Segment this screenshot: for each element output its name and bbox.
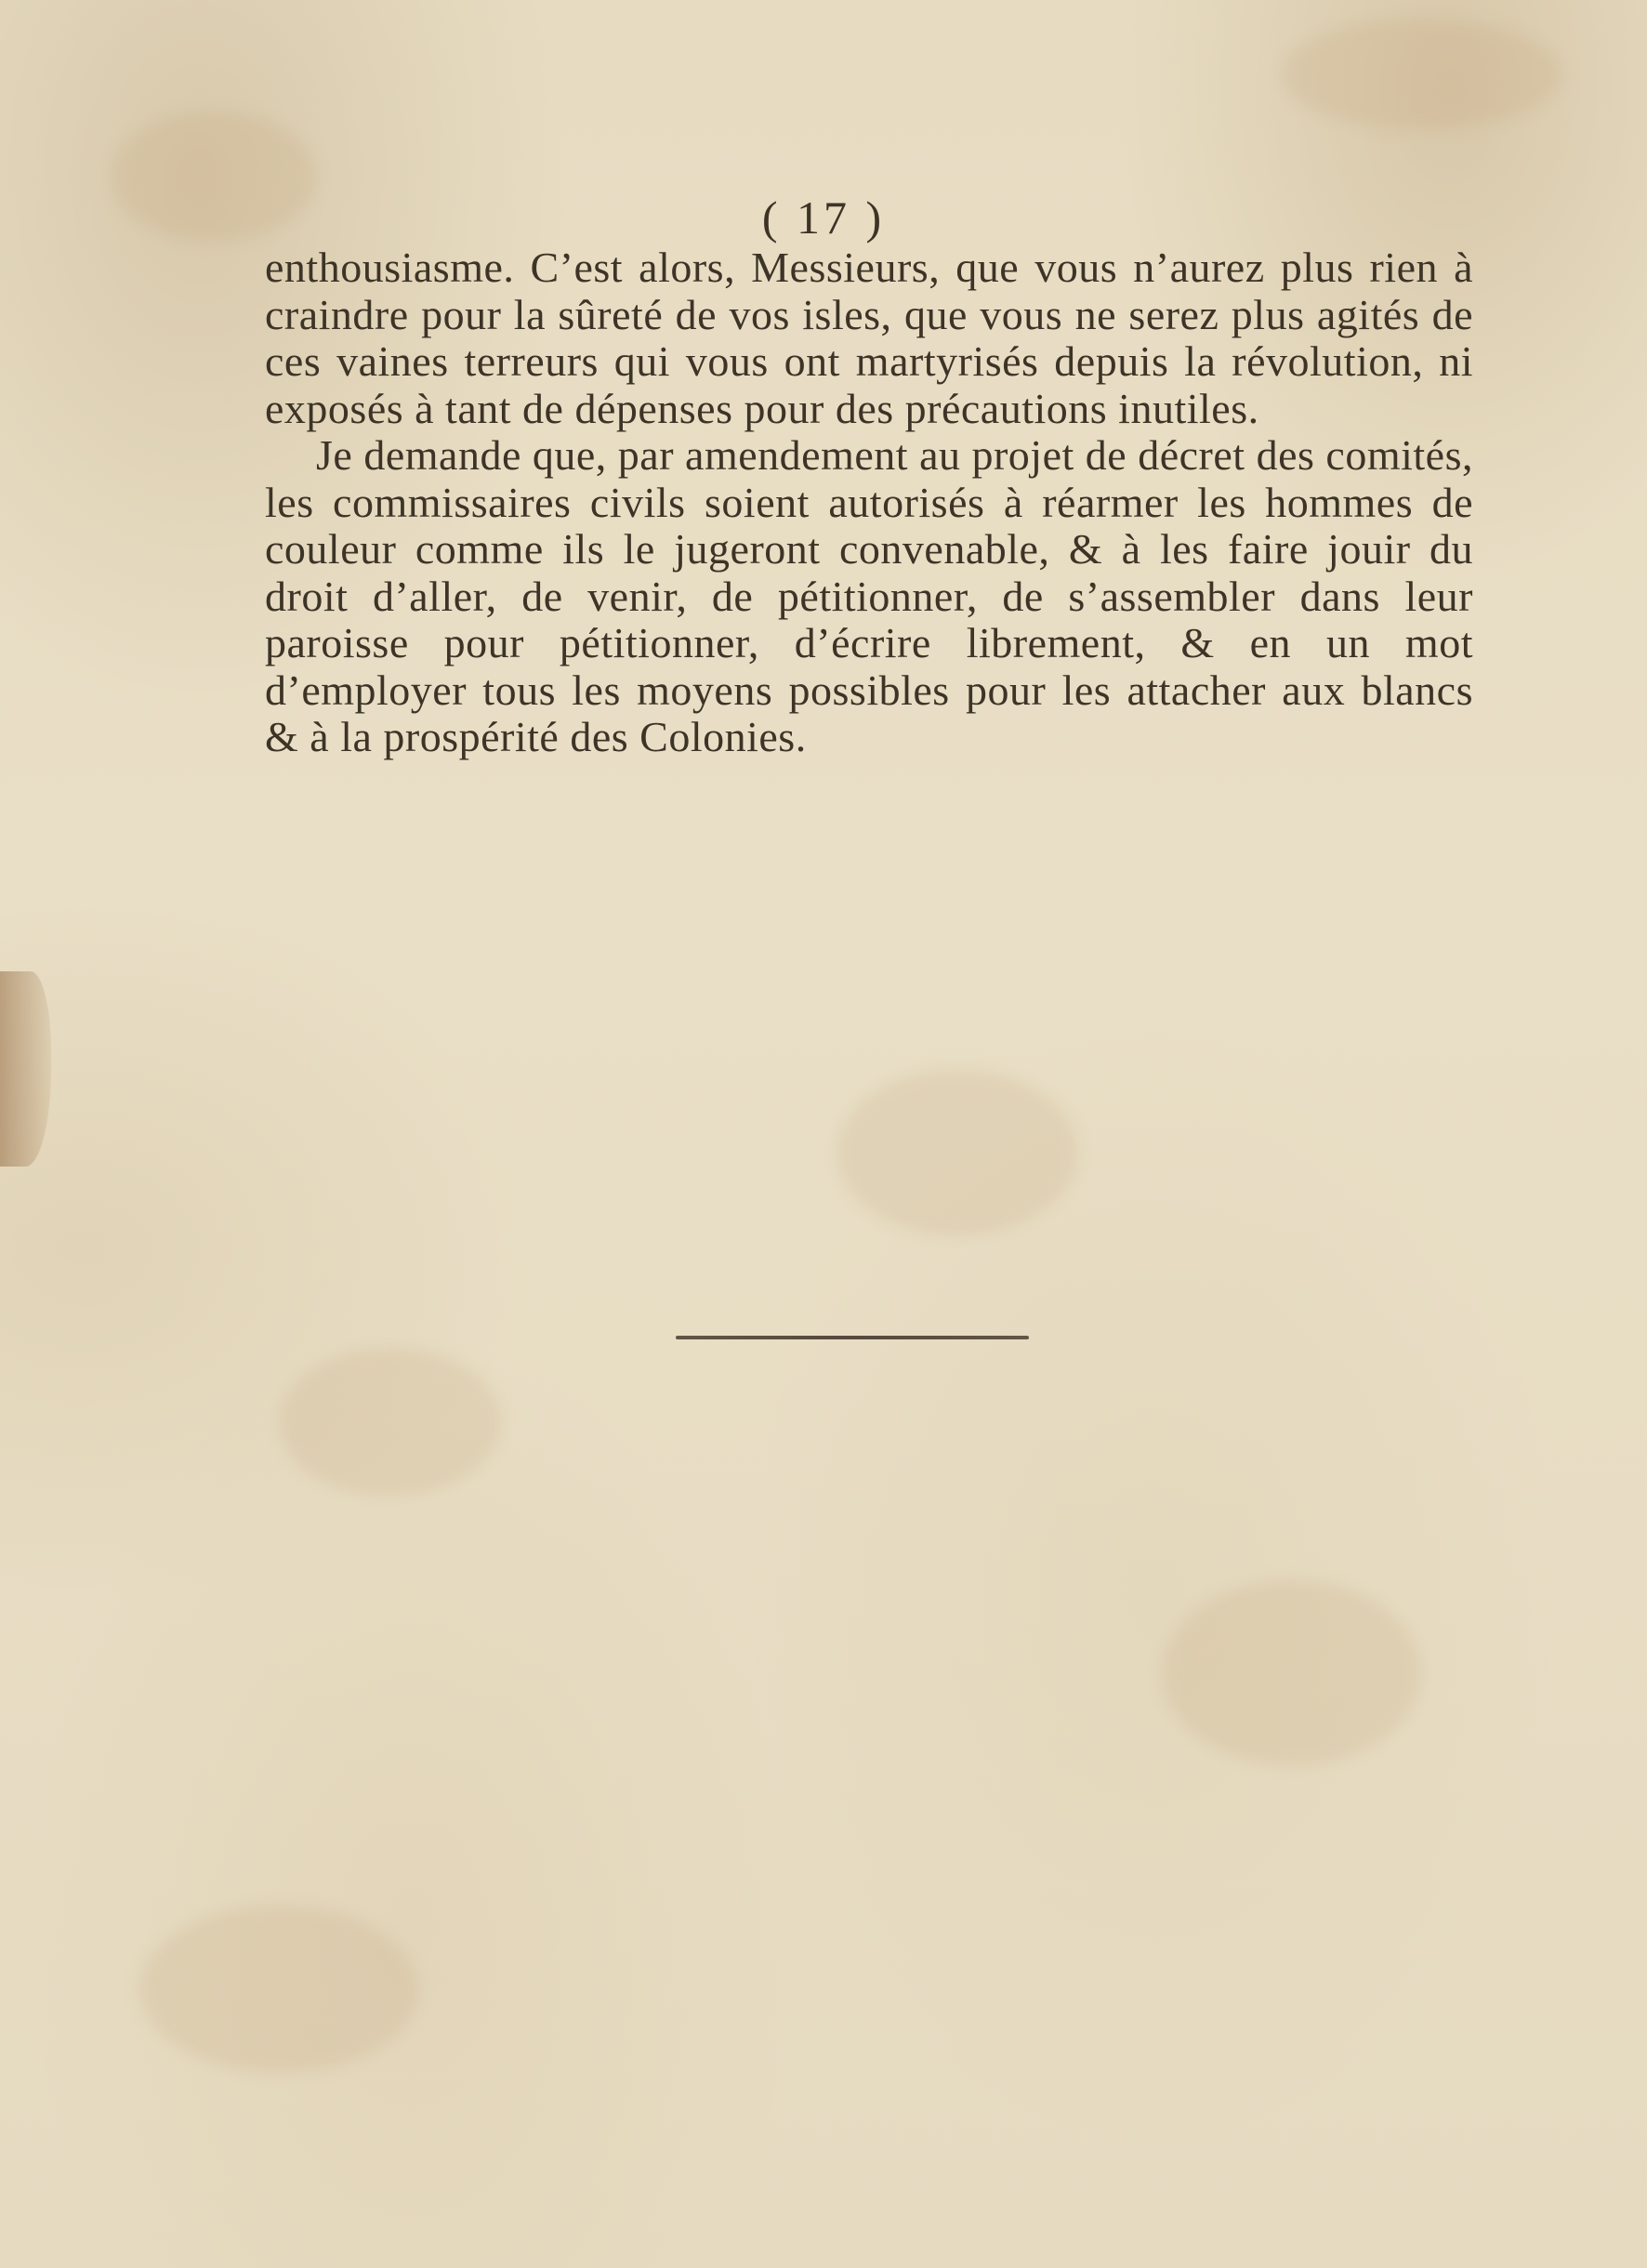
paper-stain	[1283, 19, 1561, 130]
page-number: ( 17 )	[761, 191, 886, 244]
paragraph-2: Je demande que, par amendement au projet de décret des comités, les commissaires civils soient autorisés à réarmer les hommes de couleur comme ils le jugeront convenable, & à les faire jouir du droit d’aller, de venir, de pétitionner, de s’assembler dans leur paroisse pour pétitionner, d’écrire librement, & en un mot d’employer tous les moyens possibles pour les attacher aux blancs & à la prospérité des Colonies.	[265, 431, 1473, 760]
paper-stain	[1162, 1580, 1422, 1766]
paragraph-1: enthousiasme. C’est alors, Messieurs, que vous n’aurez plus rien à craindre pour la sûreté de vos isles, que vous ne serez plus agités de ces vaines terreurs qui vous ont martyrisés depuis la révolution, ni exposés à tant de dépenses pour des précautions inutiles.	[265, 244, 1473, 432]
paper-edge-damage	[0, 971, 51, 1167]
paper-stain	[837, 1069, 1078, 1236]
body-text	[265, 244, 1473, 761]
paper-stain	[139, 1905, 418, 2073]
paper-stain	[279, 1348, 502, 1497]
end-rule	[676, 1336, 1029, 1339]
